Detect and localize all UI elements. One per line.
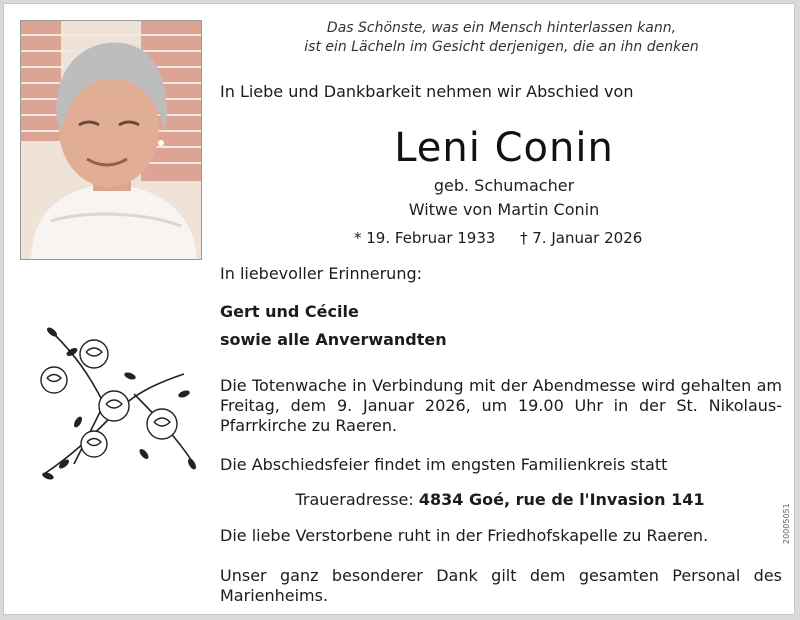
memory-heading: In liebevoller Erinnerung: (220, 264, 422, 283)
thanks-text: Unser ganz besonderer Dank gilt dem gesamten Personal des Marienheims. (220, 566, 782, 605)
ad-id: 20005051 (782, 503, 791, 544)
wake-text: Die Totenwache in Verbindung mit der Abendmesse wird gehalten am Freitag, dem 9. Januar 2026, um 19.00 Uhr in der St. Nikolaus-Pfarrkirche zu Raeren. (220, 376, 782, 435)
address-value: 4834 Goé, rue de l'Invasion 141 (418, 490, 705, 509)
family-line-1: Gert und Cécile (220, 302, 359, 321)
rose-ornament (34, 314, 204, 498)
obituary-card (3, 3, 795, 615)
rest-text: Die liebe Verstorbene ruht in der Friedhofskapelle zu Raeren. (220, 526, 709, 545)
portrait-photo (20, 20, 202, 260)
address-label: Traueradresse: (295, 490, 414, 509)
death-date: † 7. Januar 2026 (520, 229, 643, 247)
quote-line-2: ist ein Lächeln im Gesicht derjenigen, die an ihn denken (304, 39, 699, 55)
maiden-name: geb. Schumacher (433, 176, 575, 195)
widow-of: Witwe von Martin Conin (408, 200, 600, 219)
mourning-address (220, 490, 780, 509)
farewell-text: Die Abschiedsfeier findet im engsten Familienkreis statt (220, 455, 668, 474)
quote-line-1: Das Schönste, was ein Mensch hinterlassen kann, (326, 20, 677, 36)
family-line-2: sowie alle Anverwandten (220, 330, 447, 349)
deceased-name: Leni Conin (394, 125, 614, 171)
birth-date: * 19. Februar 1933 (354, 229, 496, 247)
intro-text: In Liebe und Dankbarkeit nehmen wir Abschied von (220, 82, 634, 101)
